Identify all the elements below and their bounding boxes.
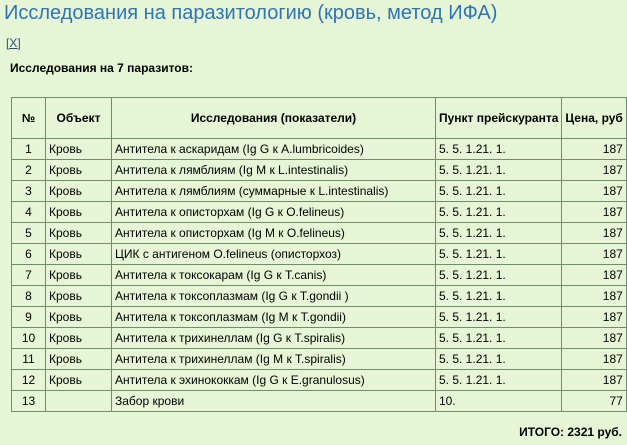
row-test: Антитела к токсокарам (Ig G к T.canis) [112, 265, 436, 286]
row-price-item: 5. 5. 1.21. 1. [436, 307, 562, 328]
row-test: Забор крови [112, 391, 436, 412]
row-price-item: 5. 5. 1.21. 1. [436, 328, 562, 349]
row-object: Кровь [46, 286, 112, 307]
row-price-item: 5. 5. 1.21. 1. [436, 202, 562, 223]
row-number: 6 [12, 244, 46, 265]
row-test: Антитела к лямблиям (суммарные к L.intestinalis) [112, 181, 436, 202]
row-number: 3 [12, 181, 46, 202]
row-number: 10 [12, 328, 46, 349]
page-title: Исследования на паразитологию (кровь, метод ИФА) [4, 2, 498, 24]
row-number: 9 [12, 307, 46, 328]
row-object: Кровь [46, 202, 112, 223]
row-object: Кровь [46, 244, 112, 265]
row-test: Антитела к эхинококкам (Ig G к E.granulosus) [112, 370, 436, 391]
row-test: ЦИК с антигеном O.felineus (описторхоз) [112, 244, 436, 265]
header-price-item: Пункт прейскуранта [436, 98, 562, 139]
row-test: Антитела к трихинеллам (Ig M к T.spiralis) [112, 349, 436, 370]
row-price-item: 5. 5. 1.21. 1. [436, 286, 562, 307]
table-row [12, 286, 627, 307]
table-row [12, 307, 627, 328]
row-price-item: 5. 5. 1.21. 1. [436, 181, 562, 202]
table-row [12, 202, 627, 223]
table-header-row [12, 98, 627, 139]
row-price: 187 [562, 349, 626, 370]
price-table [11, 97, 627, 412]
row-test: Антитела к аскаридам (Ig G к A.lumbricoides) [112, 139, 436, 160]
table-row [12, 244, 627, 265]
table-row [12, 391, 627, 412]
row-object: Кровь [46, 160, 112, 181]
row-price: 187 [562, 160, 626, 181]
header-object: Объект [46, 98, 112, 139]
row-number: 5 [12, 223, 46, 244]
row-number: 7 [12, 265, 46, 286]
row-test: Антитела к описторхам (Ig G к O.felineus) [112, 202, 436, 223]
table-row [12, 139, 627, 160]
table-row [12, 223, 627, 244]
row-object: Кровь [46, 307, 112, 328]
row-price: 187 [562, 223, 626, 244]
header-tests: Исследования (показатели) [112, 98, 436, 139]
row-test: Антитела к токсоплазмам (Ig M к T.gondii) [112, 307, 436, 328]
total-price: ИТОГО: 2321 руб. [519, 425, 622, 439]
row-price-item: 5. 5. 1.21. 1. [436, 265, 562, 286]
table-row [12, 370, 627, 391]
header-number: № [12, 98, 46, 139]
row-object [46, 391, 112, 412]
row-price: 187 [562, 328, 626, 349]
row-test: Антитела к лямблиям (Ig M к L.intestinalis) [112, 160, 436, 181]
table-row [12, 181, 627, 202]
row-price: 187 [562, 202, 626, 223]
row-object: Кровь [46, 328, 112, 349]
row-number: 4 [12, 202, 46, 223]
row-price-item: 5. 5. 1.21. 1. [436, 223, 562, 244]
row-number: 11 [12, 349, 46, 370]
row-test: Антитела к трихинеллам (Ig G к T.spiralis) [112, 328, 436, 349]
row-test: Антитела к токсоплазмам (Ig G к T.gondii ) [112, 286, 436, 307]
row-price-item: 5. 5. 1.21. 1. [436, 139, 562, 160]
row-price-item: 5. 5. 1.21. 1. [436, 244, 562, 265]
row-object: Кровь [46, 349, 112, 370]
section-subtitle: Исследования на 7 паразитов: [10, 61, 194, 75]
row-price-item: 5. 5. 1.21. 1. [436, 370, 562, 391]
header-price: Цена, руб [562, 98, 626, 139]
row-price: 187 [562, 181, 626, 202]
row-number: 12 [12, 370, 46, 391]
row-price-item: 10. [436, 391, 562, 412]
row-object: Кровь [46, 370, 112, 391]
table-row [12, 265, 627, 286]
table-row [12, 349, 627, 370]
row-number: 8 [12, 286, 46, 307]
table-row [12, 160, 627, 181]
row-object: Кровь [46, 265, 112, 286]
row-price: 187 [562, 139, 626, 160]
row-price: 187 [562, 307, 626, 328]
row-price: 187 [562, 370, 626, 391]
row-number: 1 [12, 139, 46, 160]
row-object: Кровь [46, 181, 112, 202]
row-price: 187 [562, 244, 626, 265]
row-price: 77 [562, 391, 626, 412]
row-price: 187 [562, 265, 626, 286]
close-link[interactable]: [X] [6, 36, 21, 50]
row-price: 187 [562, 286, 626, 307]
row-object: Кровь [46, 139, 112, 160]
row-number: 13 [12, 391, 46, 412]
row-object: Кровь [46, 223, 112, 244]
row-number: 2 [12, 160, 46, 181]
row-price-item: 5. 5. 1.21. 1. [436, 160, 562, 181]
row-price-item: 5. 5. 1.21. 1. [436, 349, 562, 370]
table-row [12, 328, 627, 349]
row-test: Антитела к описторхам (Ig M к O.felineus) [112, 223, 436, 244]
